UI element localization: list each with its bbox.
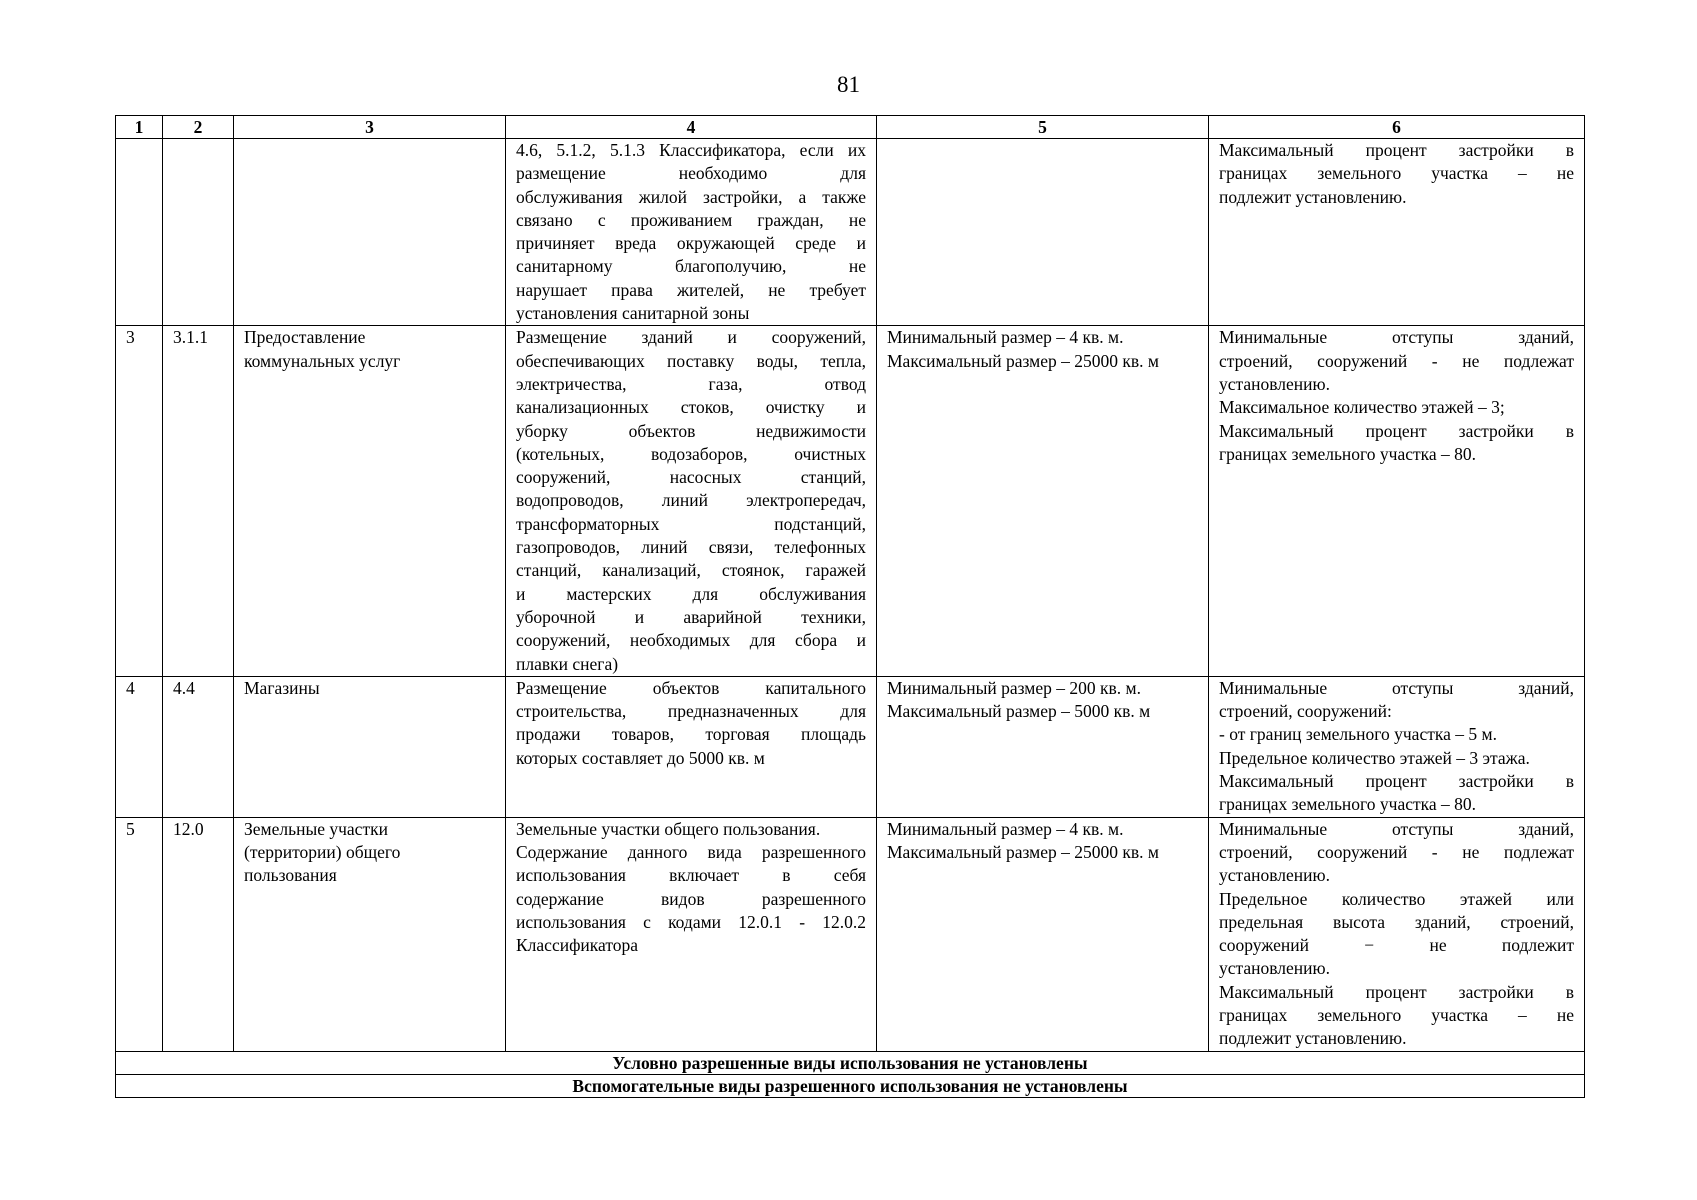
use-description-cell [506, 139, 877, 326]
cell-line: электричества, газа, отвод [516, 373, 866, 394]
cell-line: Минимальные отступы зданий, [1219, 677, 1574, 698]
cell-line: Магазины [244, 677, 320, 698]
cell-line: канализационных стоков, очистку и [516, 397, 866, 418]
cell-line: связано с проживанием граждан, не [516, 209, 866, 230]
use-type-name-cell [234, 817, 506, 1051]
cell-line: границах земельного участка – 80. [1219, 443, 1477, 464]
cell-line: причиняет вреда окружающей среде и [516, 233, 866, 254]
plot-size-cell [877, 676, 1209, 817]
cell-text: 5 [126, 818, 135, 839]
cell-line: установлению. [1219, 865, 1330, 886]
cell-line: Максимальный размер – 25000 кв. м [887, 350, 1159, 371]
construction-parameters-cell [1209, 326, 1585, 676]
plot-size-cell [877, 139, 1209, 326]
auxiliary-uses-note: Вспомогательные виды разрешенного использования не установлены [116, 1074, 1585, 1097]
classifier-code-cell [163, 817, 234, 1051]
cell-line: установления санитарной зоны [516, 303, 750, 324]
cell-line: содержание видов разрешенного [516, 888, 866, 909]
cell-line: использования включает в себя [516, 865, 866, 886]
cell-line: газопроводов, линий связи, телефонных [516, 537, 866, 558]
cell-line: сооружений − не подлежит [1219, 935, 1574, 956]
footer-row [116, 1074, 1585, 1097]
plot-size-cell [877, 817, 1209, 1051]
cell-line: уборку объектов недвижимости [516, 420, 866, 441]
cell-line: Максимальный размер – 5000 кв. м [887, 701, 1151, 722]
cell-line: и мастерских для обслуживания [516, 583, 866, 604]
cell-line: плавки снега) [516, 653, 619, 674]
cell-line: 4.6, 5.1.2, 5.1.3 Классификатора, если их [516, 140, 866, 160]
cell-line: - от границ земельного участка – 5 м. [1219, 724, 1497, 745]
page-number: 81 [837, 72, 860, 97]
cell-line: сооружений, необходимых для сбора и [516, 630, 866, 651]
construction-parameters-cell [1209, 817, 1585, 1051]
cell-line: Максимальный процент застройки в [1219, 981, 1574, 1002]
cell-line: Минимальные отступы зданий, [1219, 327, 1574, 348]
header-col-1: 1 [116, 116, 163, 139]
cell-line: Максимальный размер – 25000 кв. м [887, 841, 1159, 862]
table-row [116, 676, 1585, 817]
cell-line: которых составляет до 5000 кв. м [516, 747, 765, 768]
cell-line: Земельные участки общего пользования. [516, 818, 821, 839]
plot-size-cell [877, 326, 1209, 676]
cell-line: Минимальный размер – 4 кв. м. [887, 818, 1124, 839]
cell-text: 3 [126, 327, 135, 348]
cell-line: предельная высота зданий, строений, [1219, 911, 1574, 932]
cell-line: обслуживания жилой застройки, а также [516, 186, 866, 207]
cell-line: Земельные участки [244, 818, 388, 839]
cell-line: Размещение зданий и сооружений, [516, 327, 866, 348]
cell-line: границах земельного участка – не [1219, 163, 1574, 184]
cell-text: 4 [126, 677, 135, 698]
cell-line: санитарному благополучию, не [516, 256, 866, 277]
header-row [116, 116, 1585, 139]
cell-line: Максимальный процент застройки в [1219, 140, 1574, 160]
row-number-cell [116, 326, 163, 676]
cell-line: строений, сооружений: [1219, 701, 1392, 722]
row-number-cell [116, 139, 163, 326]
cell-line: Предельное количество этажей или [1219, 888, 1574, 909]
cell-line: трансформаторных подстанций, [516, 513, 866, 534]
cell-line: водопроводов, линий электропередач, [516, 490, 866, 511]
table-footer [116, 1051, 1585, 1097]
cell-line: Минимальный размер – 200 кв. м. [887, 677, 1141, 698]
cell-line: Классификатора [516, 935, 639, 956]
cell-line: пользования [244, 865, 337, 886]
cell-text: 12.0 [173, 818, 204, 839]
header-col-2: 2 [163, 116, 234, 139]
cell-line: строений, сооружений - не подлежат [1219, 841, 1574, 862]
cell-text: 3.1.1 [173, 327, 208, 348]
use-description-cell [506, 817, 877, 1051]
use-description-cell [506, 676, 877, 817]
cell-line: Максимальный процент застройки в [1219, 420, 1574, 441]
cell-line: Содержание данного вида разрешенного [516, 841, 866, 862]
header-col-4: 4 [506, 116, 877, 139]
cell-line: нарушает права жителей, не требует [516, 279, 866, 300]
conditional-uses-note: Условно разрешенные виды использования не установлены [116, 1051, 1585, 1074]
cell-line: установлению. [1219, 958, 1330, 979]
classifier-code-cell [163, 326, 234, 676]
cell-line: Максимальное количество этажей – 3; [1219, 397, 1505, 418]
classifier-code-cell [163, 139, 234, 326]
cell-line: обеспечивающих поставку воды, тепла, [516, 350, 866, 371]
use-type-name-cell [234, 139, 506, 326]
cell-line: станций, канализаций, стоянок, гаражей [516, 560, 866, 581]
cell-line: Предоставление [244, 327, 366, 348]
cell-line: продажи товаров, торговая площадь [516, 724, 866, 745]
cell-text: 4.4 [173, 677, 195, 698]
construction-parameters-cell [1209, 676, 1585, 817]
cell-line: (котельных, водозаборов, очистных [516, 443, 866, 464]
cell-line: Размещение объектов капитального [516, 677, 866, 698]
table-row [116, 326, 1585, 676]
row-number-cell [116, 817, 163, 1051]
cell-line: подлежит установлению. [1219, 186, 1407, 207]
classifier-code-cell [163, 676, 234, 817]
cell-line: сооружений, насосных станций, [516, 467, 866, 488]
header-col-3: 3 [234, 116, 506, 139]
table-row [116, 817, 1585, 1051]
cell-line: размещение необходимо для [516, 163, 866, 184]
header-col-5: 5 [877, 116, 1209, 139]
cell-line: Минимальный размер – 4 кв. м. [887, 327, 1124, 348]
cell-line: строений, сооружений - не подлежат [1219, 350, 1574, 371]
cell-line: подлежит установлению. [1219, 1028, 1407, 1049]
row-number-cell [116, 676, 163, 817]
cell-line: (территории) общего [244, 841, 401, 862]
cell-line: границах земельного участка – 80. [1219, 794, 1477, 815]
cell-line: строительства, предназначенных для [516, 701, 866, 722]
cell-line: коммунальных услуг [244, 350, 401, 371]
table-row [116, 139, 1585, 326]
use-type-name-cell [234, 676, 506, 817]
construction-parameters-cell [1209, 139, 1585, 326]
footer-row [116, 1051, 1585, 1074]
land-use-table [115, 115, 1585, 1098]
table-body [116, 139, 1585, 1052]
use-type-name-cell [234, 326, 506, 676]
cell-line: Минимальные отступы зданий, [1219, 818, 1574, 839]
cell-line: Максимальный процент застройки в [1219, 771, 1574, 792]
cell-line: установлению. [1219, 373, 1330, 394]
use-description-cell [506, 326, 877, 676]
cell-line: Предельное количество этажей – 3 этажа. [1219, 747, 1530, 768]
cell-line: использования с кодами 12.0.1 - 12.0.2 [516, 911, 866, 932]
cell-line: уборочной и аварийной техники, [516, 606, 866, 627]
cell-line: границах земельного участка – не [1219, 1004, 1574, 1025]
header-col-6: 6 [1209, 116, 1585, 139]
